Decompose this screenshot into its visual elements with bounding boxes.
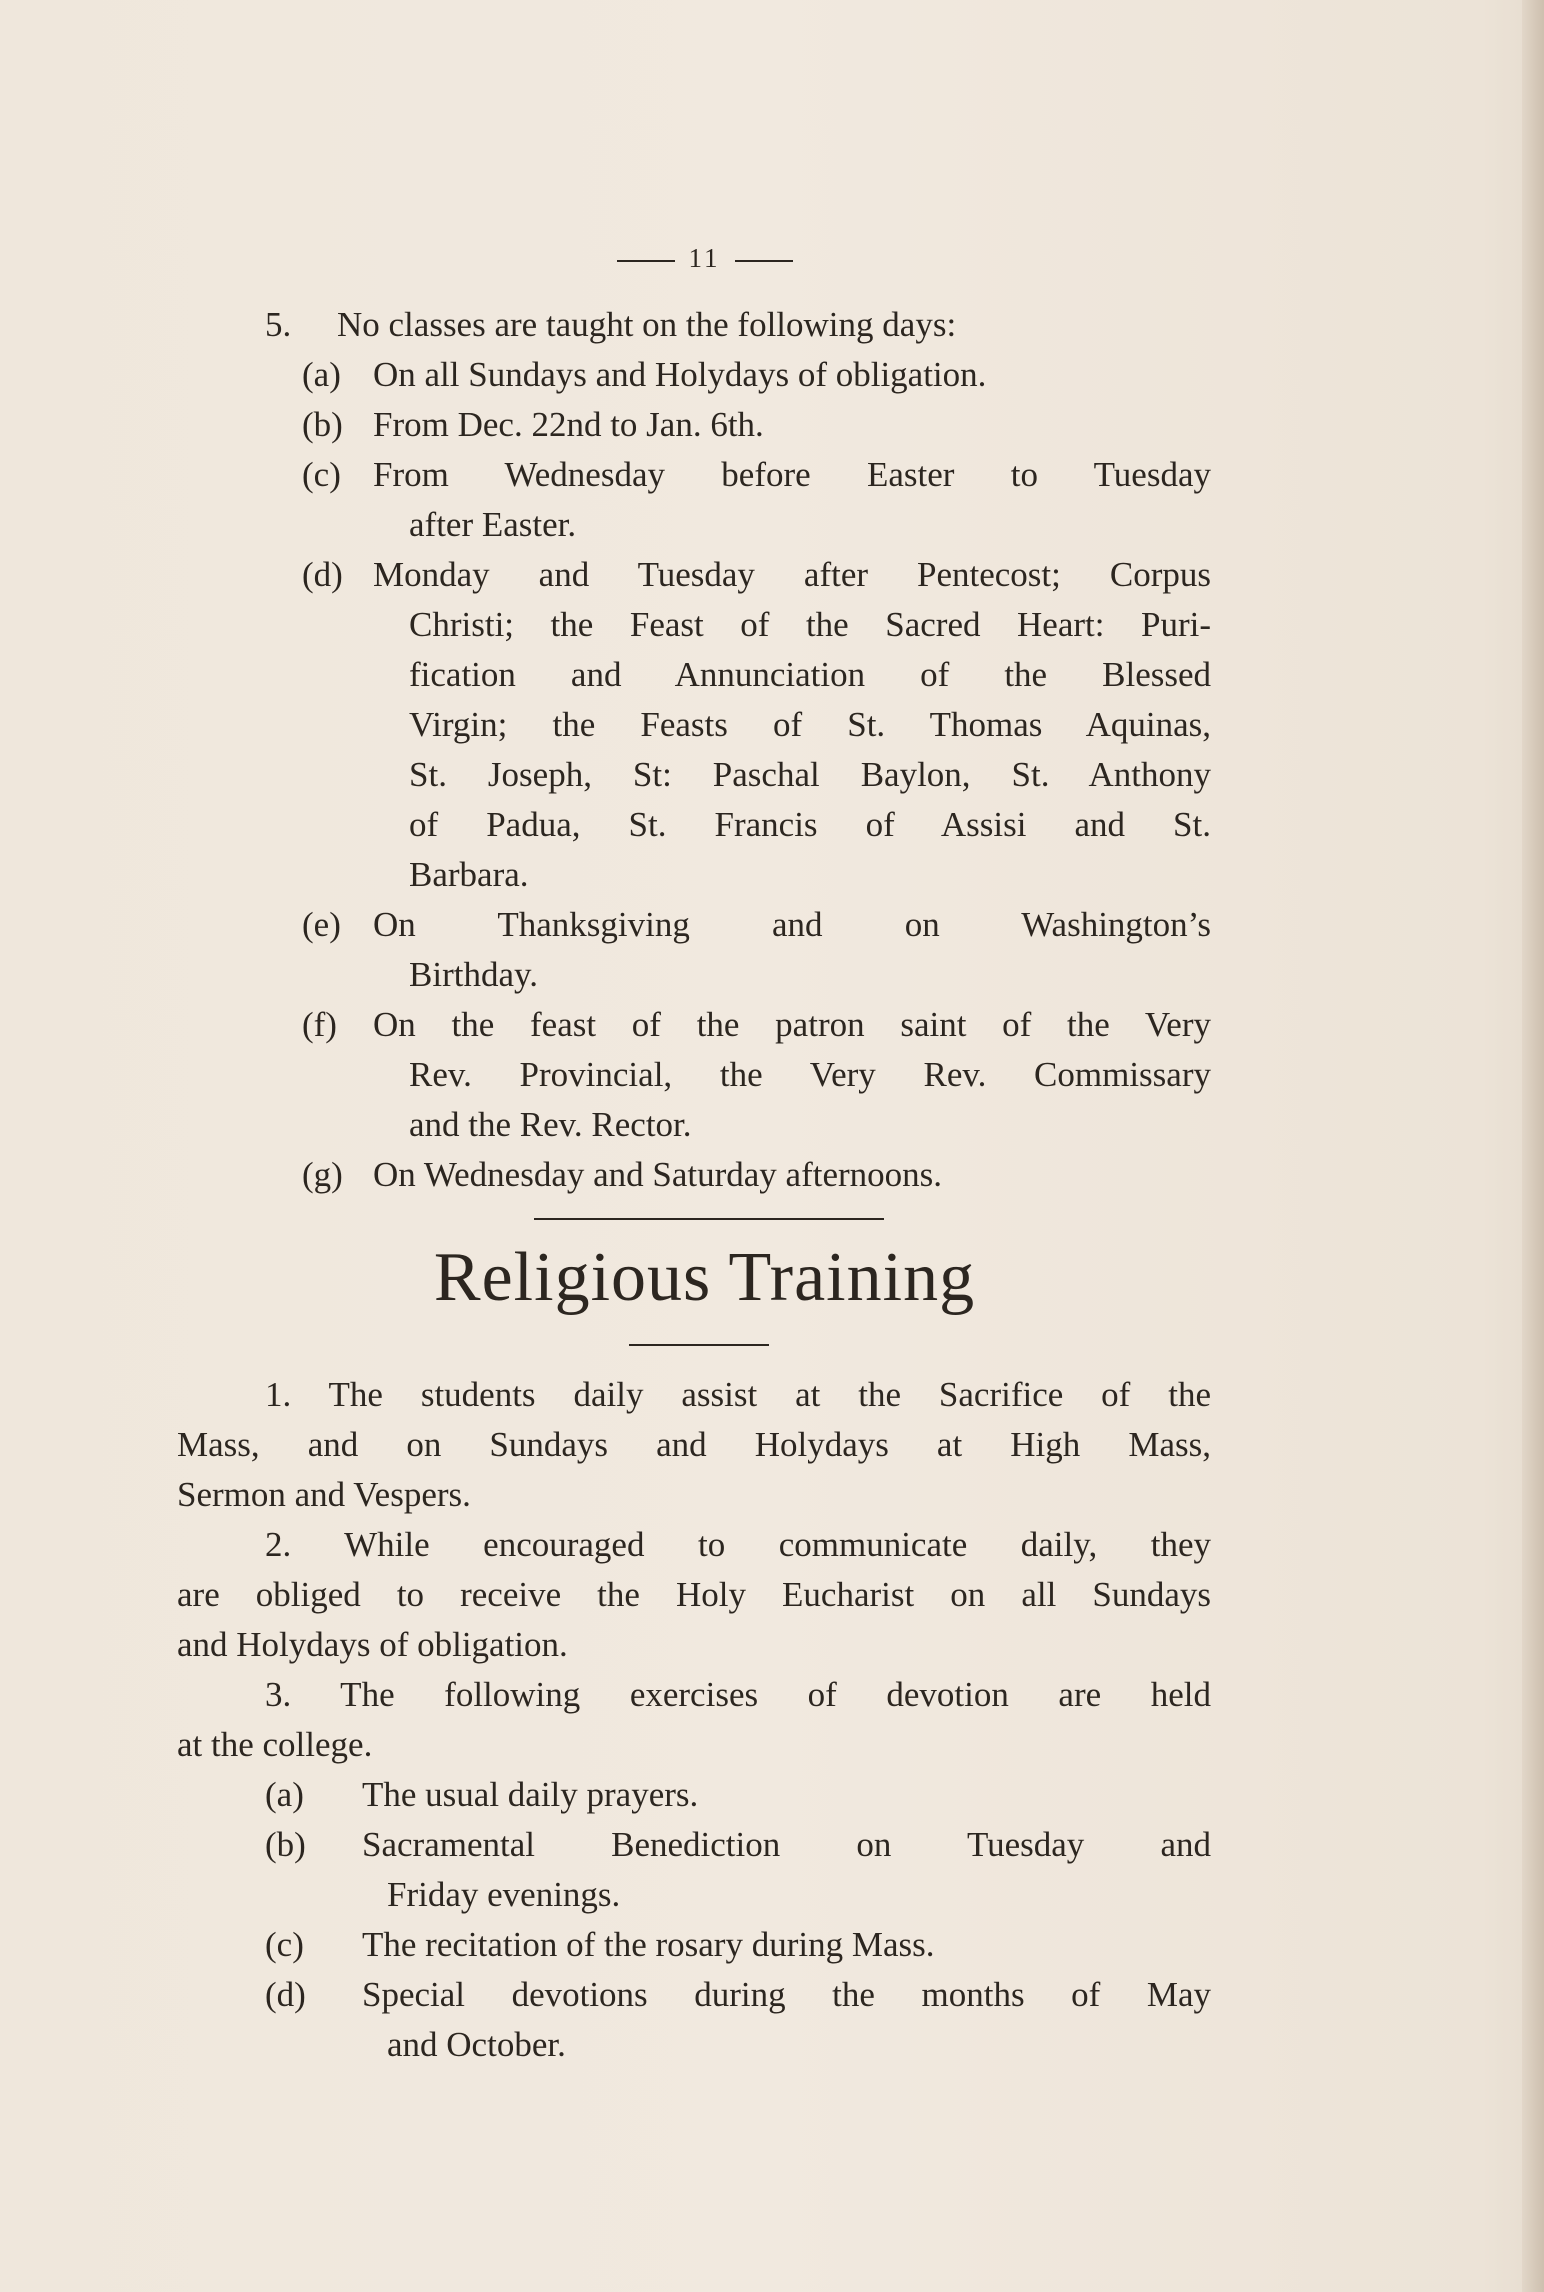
item-5c-text-1: From Wednesday before Easter to Tuesday — [373, 455, 1211, 494]
heading-underline — [629, 1344, 769, 1346]
training-item-d-text-1: Special devotions during the months of May — [362, 1975, 1211, 2014]
training-item-b-label: (b) — [265, 1825, 306, 1864]
item-5d-text-3: fication and Annunciation of the Blessed — [409, 655, 1211, 694]
training-para-3-line-1: 3. The following exercises of devotion are held — [265, 1675, 1211, 1714]
item-5a-text: On all Sundays and Holydays of obligation. — [373, 355, 987, 394]
item-5f-text-1: On the feast of the patron saint of the Very — [373, 1005, 1211, 1044]
training-item-b-text-2: Friday evenings. — [387, 1875, 621, 1914]
item-5c-text-2: after Easter. — [409, 505, 577, 544]
item-5g-text: On Wednesday and Saturday afternoons. — [373, 1155, 943, 1194]
item-5g-label: (g) — [302, 1155, 343, 1194]
training-para-2-line-1: 2. While encouraged to communicate daily, they — [265, 1525, 1211, 1564]
item-5f-text-2: Rev. Provincial, the Very Rev. Commissary — [409, 1055, 1211, 1094]
training-para-1-line-1: 1. The students daily assist at the Sacrifice of the — [265, 1375, 1211, 1414]
training-para-1-line-3: Sermon and Vespers. — [177, 1475, 471, 1514]
item-5d-text-4: Virgin; the Feasts of St. Thomas Aquinas, — [409, 705, 1211, 744]
training-item-a-text: The usual daily prayers. — [362, 1775, 699, 1814]
item-5a-label: (a) — [302, 355, 341, 394]
training-para-2-line-3: and Holydays of obligation. — [177, 1625, 568, 1664]
item-5b-label: (b) — [302, 405, 343, 444]
training-item-c-label: (c) — [265, 1925, 304, 1964]
item-5f-text-3: and the Rev. Rector. — [409, 1105, 692, 1144]
item-5d-text-1: Monday and Tuesday after Pentecost; Corpus — [373, 555, 1211, 594]
training-item-c-text: The recitation of the rosary during Mass. — [362, 1925, 935, 1964]
training-item-d-label: (d) — [265, 1975, 306, 2014]
item-5d-text-5: St. Joseph, St: Paschal Baylon, St. Anthony — [409, 755, 1211, 794]
page-number-text: 11 — [688, 243, 721, 273]
item-5e-text-1: On Thanksgiving and on Washington’s — [373, 905, 1211, 944]
item-5-text: No classes are taught on the following days: — [337, 305, 957, 344]
training-para-1-line-2: Mass, and on Sundays and Holydays at High Mass, — [177, 1425, 1211, 1464]
item-5e-label: (e) — [302, 905, 341, 944]
item-5d-text-7: Barbara. — [409, 855, 529, 894]
item-5-number: 5. — [265, 305, 292, 344]
section-divider — [534, 1218, 884, 1220]
section-heading: Religious Training — [433, 1239, 976, 1316]
item-5d-text-6: of Padua, St. Francis of Assisi and St. — [409, 805, 1211, 844]
training-para-2-line-2: are obliged to receive the Holy Eucharist on all Sundays — [177, 1575, 1211, 1614]
item-5e-text-2: Birthday. — [409, 955, 538, 994]
item-5c-label: (c) — [302, 455, 341, 494]
training-item-b-text-1: Sacramental Benediction on Tuesday and — [362, 1825, 1211, 1864]
training-para-3-line-2: at the college. — [177, 1725, 373, 1764]
page-number-dash-right — [735, 260, 793, 262]
training-item-d-text-2: and October. — [387, 2025, 566, 2064]
page-edge-shadow — [1522, 0, 1544, 2292]
page-number — [177, 243, 1232, 274]
training-item-a-label: (a) — [265, 1775, 304, 1814]
item-5b-text: From Dec. 22nd to Jan. 6th. — [373, 405, 764, 444]
page-number-dash-left — [617, 260, 675, 262]
item-5d-text-2: Christi; the Feast of the Sacred Heart: Puri- — [409, 605, 1211, 644]
item-5d-label: (d) — [302, 555, 343, 594]
item-5f-label: (f) — [302, 1005, 337, 1044]
